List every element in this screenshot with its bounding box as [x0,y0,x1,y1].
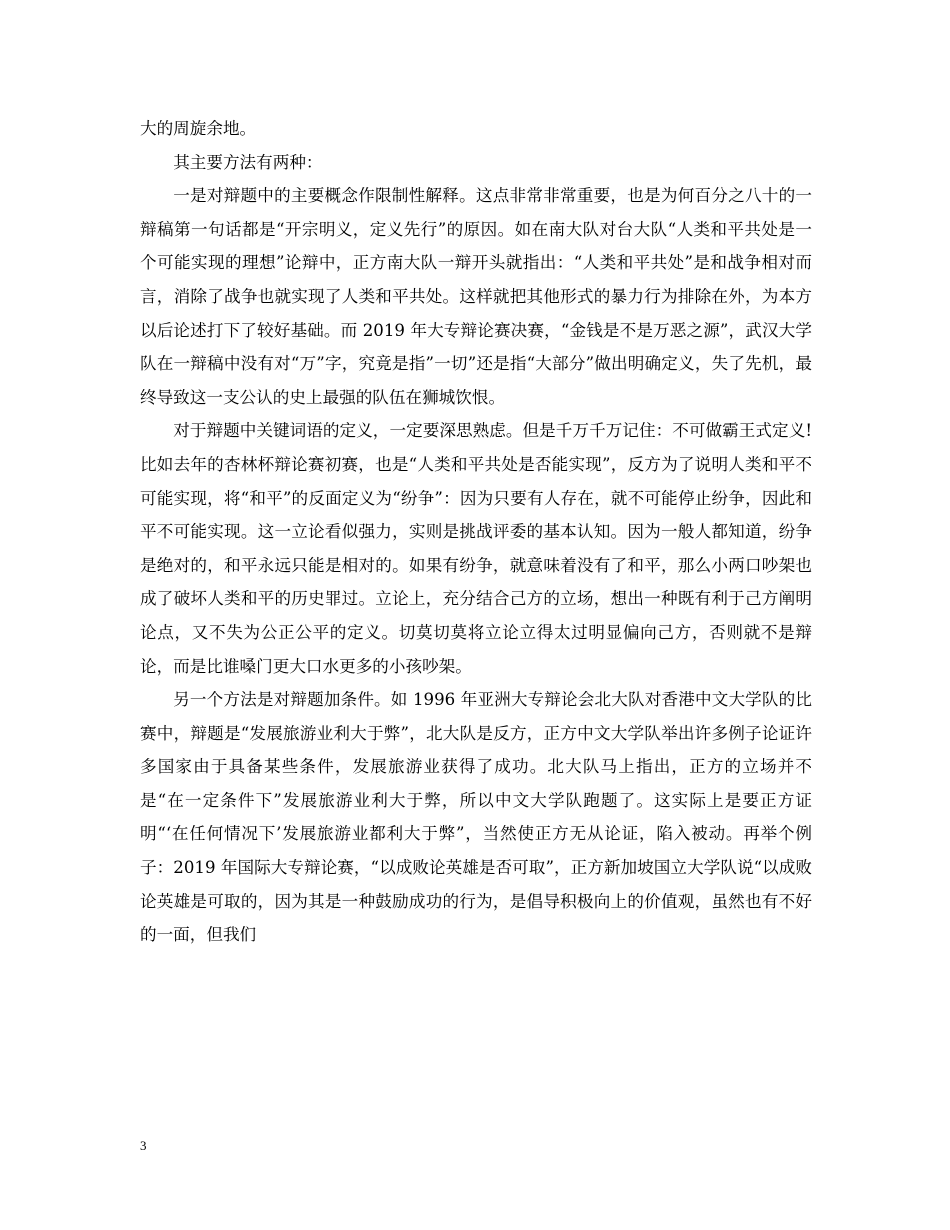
paragraph-continuation: 大的周旋余地。 [140,119,257,138]
paragraph-key-term-definition: 对于辩题中关键词语的定义，一定要深思熟虑。但是千万千万记住：不可做霸王式定义!比如去年的杏林杯辩论赛初赛，也是“人类和平共处是否能实现”，反方为了说明人类和平不可能实现，将“和平”的反面定义为“纷争”：因为只要有人存在，就不可能停止纷争，因此和平不可能实现。这一立论看似强力，实则是挑战评委的基本认知。因为一般人都知道，纷争是绝对的，和平永远只能是相对的。如果有纷争，就意味着没有了和平，那么小两口吵架也成了破坏人类和平的历史罪过。立论上，充分结合己方的立场，想出一种既有利于己方阐明论点，又不失为公正公平的定义。切莫切莫将立论立得太过明显偏向己方，否则就不是辩论，而是比谁嗓门更大口水更多的小孩吵架。 [140,421,812,676]
paragraph-methods-intro: 其主要方法有两种： [173,152,323,172]
body-text [140,112,812,952]
page-number: 3 [140,1138,147,1153]
paragraph-add-conditions: 另一个方法是对辩题加条件。如 1996 年亚洲大专辩论会北大队对香港中文大学队的比赛中，辩题是“发展旅游业利大于弊”，北大队是反方，正方中文大学队举出许多例子论证许多国家由于具备某些条件，发展旅游业获得了成功。北大队马上指出，正方的立场并不是“在一定条件下”发展旅游业利大于弊，所以中文大学队跑题了。这实际上是要正方证明“‘在任何情况下’发展旅游业都利大于弊”，当然使正方无从论证，陷入被动。再举个例子：2019 年国际大专辩论赛，“以成败论英雄是否可取”，正方新加坡国立大学队说“以成败论英雄是可取的，因为其是一种鼓励成功的行为，是倡导积极向上的价值观，虽然也有不好的一面，但我们 [140,690,812,945]
paragraph-restrictive-definition: 一是对辩题中的主要概念作限制性解释。这点非常非常重要，也是为何百分之八十的一辩稿第一句话都是“开宗明义，定义先行”的原因。如在南大队对台大队“人类和平共处是一个可能实现的理想”论辩中，正方南大队一辩开头就指出：“人类和平共处”是和战争相对而言，消除了战争也就实现了人类和平共处。这样就把其他形式的暴力行为排除在外，为本方以后论述打下了较好基础。而 2019 年大专辩论赛决赛，“金钱是不是万恶之源”，武汉大学队在一辩稿中没有对“万”字，究竟是指”一切”还是指“大部分”做出明确定义，失了先机，最终导致这一支公认的史上最强的队伍在狮城饮恨。 [140,186,812,407]
